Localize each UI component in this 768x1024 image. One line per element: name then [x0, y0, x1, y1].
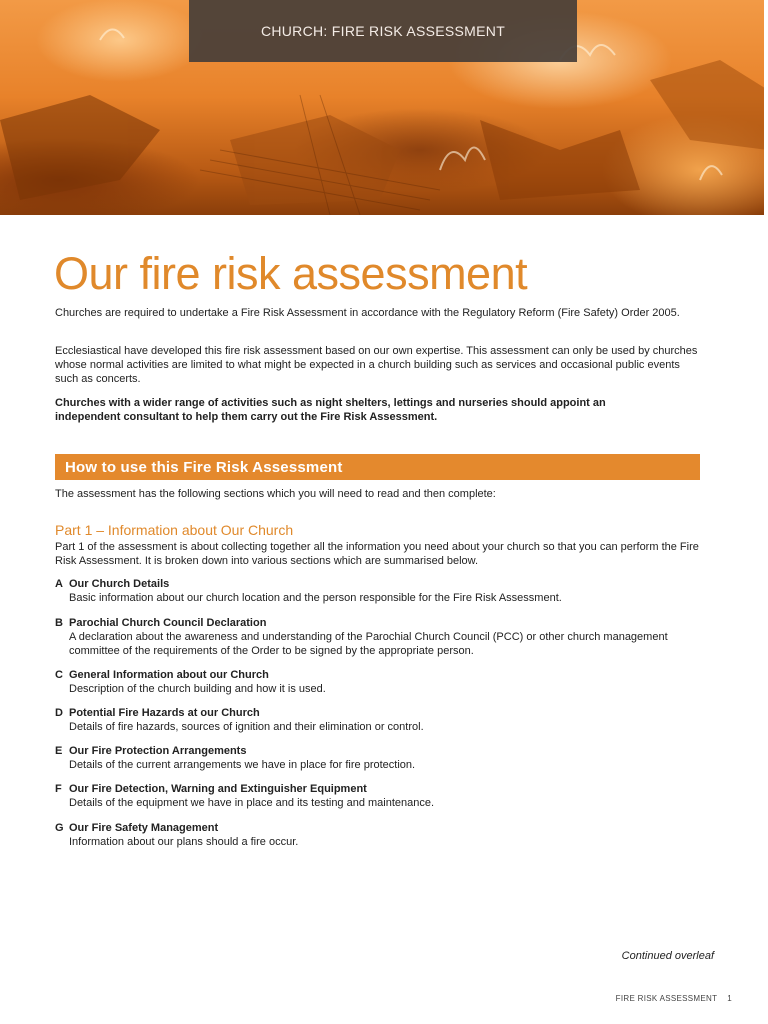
page-footer	[560, 994, 732, 1003]
item-desc: Information about our plans should a fire occur.	[69, 836, 299, 848]
section-heading: How to use this Fire Risk Assessment	[65, 458, 343, 476]
item-name: Our Church Details	[69, 578, 170, 590]
continued-note: Continued overleaf	[621, 950, 714, 962]
list-item	[55, 782, 705, 810]
item-letter: B	[55, 617, 63, 629]
list-item	[55, 577, 705, 605]
page-title: Our fire risk assessment	[54, 248, 528, 299]
item-name: General Information about our Church	[69, 669, 269, 681]
item-letter: A	[55, 578, 63, 590]
item-letter: G	[55, 822, 64, 834]
header-title-box	[189, 0, 577, 62]
item-desc: Description of the church building and how it is used.	[69, 683, 326, 695]
list-item	[55, 668, 705, 696]
part1-heading: Part 1 – Information about Our Church	[55, 522, 294, 538]
banner-edge	[764, 0, 768, 215]
item-letter: F	[55, 783, 62, 795]
item-letter: C	[55, 669, 63, 681]
intro-paragraph-1: Churches are required to undertake a Fire Risk Assessment in accordance with the Regulatory Reform (Fire Safety) Order 2005.	[55, 307, 680, 319]
section-heading-bar	[55, 454, 700, 480]
header-banner-image	[0, 0, 768, 215]
item-name: Our Fire Protection Arrangements	[69, 745, 247, 757]
list-item	[55, 744, 705, 772]
list-item	[55, 616, 705, 658]
footer-label: FIRE RISK ASSESSMENT	[615, 994, 718, 1003]
intro-paragraph-3: Churches with a wider range of activities such as night shelters, lettings and nurseries should appoint an independent consultant to help them carry out the Fire Risk Assessment.	[55, 397, 606, 423]
item-desc: Details of the equipment we have in place and its testing and maintenance.	[69, 797, 435, 809]
item-desc: Basic information about our church location and the person responsible for the Fire Risk Assessment.	[69, 592, 562, 604]
part1-intro: Part 1 of the assessment is about collecting together all the information you need about your church so that you can perform the Fire Risk Assessment. It is broken down into various sections which are summarised below.	[55, 541, 699, 567]
item-letter: E	[55, 745, 63, 757]
page-number: 1	[727, 994, 732, 1003]
list-item	[55, 821, 705, 849]
item-desc: Details of the current arrangements we have in place for fire protection.	[69, 759, 416, 771]
list-item	[55, 706, 705, 734]
item-name: Potential Fire Hazards at our Church	[69, 707, 260, 719]
item-desc: Details of fire hazards, sources of ignition and their elimination or control.	[69, 721, 424, 733]
header-label: CHURCH: FIRE RISK ASSESSMENT	[260, 23, 506, 39]
item-name: Parochial Church Council Declaration	[69, 617, 267, 629]
section-lead: The assessment has the following sections which you will need to read and then complete:	[55, 488, 496, 500]
intro-paragraph-2: Ecclesiastical have developed this fire risk assessment based on our own expertise. This assessment can only be used by churches whose normal activities are limited to what might be expected in a church building such as services and occasional public events such as concerts.	[55, 345, 698, 385]
item-name: Our Fire Safety Management	[69, 822, 219, 834]
item-desc: A declaration about the awareness and understanding of the Parochial Church Council (PCC) or other church management committee of the requirements of the Order to be signed by the appropriate person.	[69, 631, 668, 657]
item-name: Our Fire Detection, Warning and Extinguisher Equipment	[69, 783, 367, 795]
item-letter: D	[55, 707, 63, 719]
